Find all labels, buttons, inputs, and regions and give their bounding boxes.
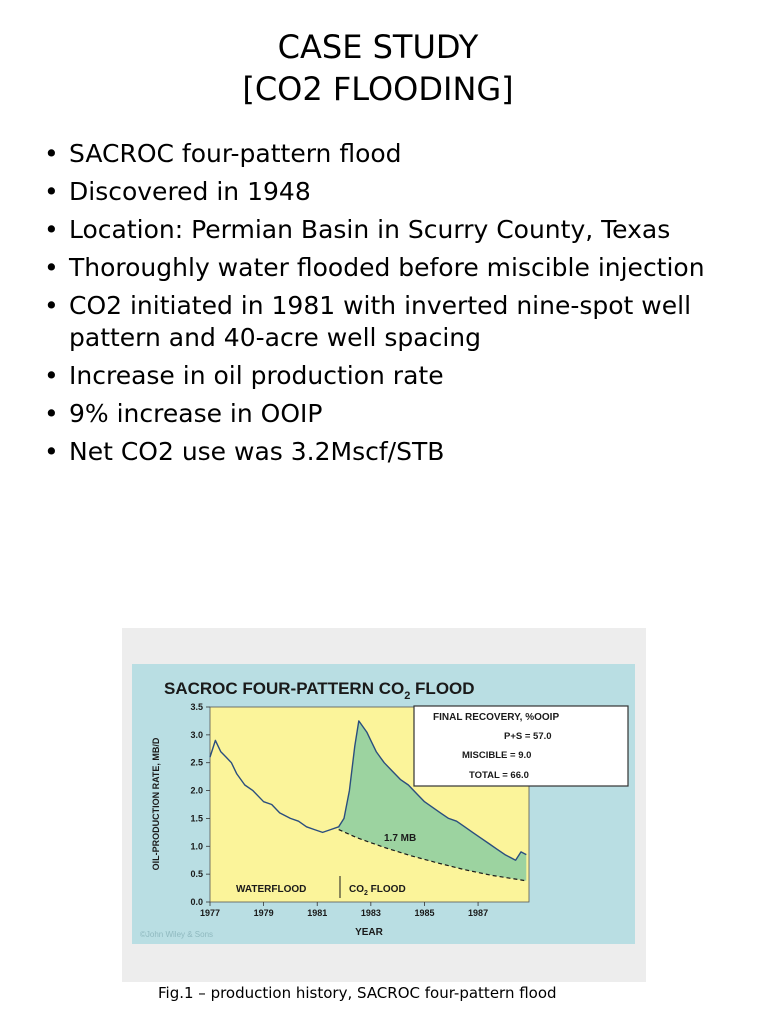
bullet-text: Thoroughly water flooded before miscible injection (69, 253, 705, 282)
y-tick-label: 3.5 (190, 702, 203, 712)
title-line-1: CASE STUDY (277, 28, 479, 66)
figure-caption: Fig.1 – production history, SACROC four-pattern flood (158, 984, 557, 1002)
x-tick-label: 1983 (360, 908, 381, 918)
chart-title-end: FLOOD (410, 679, 475, 698)
recovery-box (414, 706, 628, 786)
bullet-item (44, 436, 754, 468)
bullet-item (44, 138, 754, 170)
y-tick-label: 0.5 (190, 869, 203, 880)
bullet-dot: • (44, 437, 59, 466)
slide-title (0, 26, 756, 110)
co2-flood-label-end: FLOOD (367, 884, 406, 895)
y-axis-label: OIL-PRODUCTION RATE, MB/D (151, 737, 161, 871)
bullet-text: Discovered in 1948 (69, 177, 311, 206)
bullet-dot: • (44, 399, 59, 428)
bullet-dot: • (44, 361, 59, 390)
recovery-total: TOTAL = 66.0 (469, 770, 529, 781)
bullet-dot: • (44, 139, 59, 168)
co2-flood-label-subscript: 2 (364, 890, 368, 897)
waterflood-label: WATERFLOOD (236, 884, 307, 895)
y-tick-label: 1.0 (190, 841, 203, 852)
y-tick-label: 1.5 (190, 813, 203, 824)
bullet-text: 9% increase in OOIP (69, 399, 323, 428)
co2-flood-label-main: CO (349, 884, 364, 895)
bullet-item (44, 290, 754, 354)
bullet-list (44, 138, 754, 474)
x-tick-label: 1977 (199, 908, 221, 918)
bullet-text: CO2 initiated in 1981 with inverted nine-spot well pattern and 40-acre well spacing (69, 291, 692, 352)
recovery-box-heading: FINAL RECOVERY, %OOIP (433, 712, 560, 723)
bullet-item (44, 398, 754, 430)
bullet-text: Increase in oil production rate (69, 361, 444, 390)
recovery-miscible: MISCIBLE = 9.0 (462, 750, 532, 761)
x-tick-label: 1987 (468, 908, 489, 918)
x-tick-label: 1981 (307, 908, 328, 918)
title-line-2: [CO2 FLOODING] (242, 70, 514, 108)
copyright-watermark: ©John Wiley & Sons (140, 930, 214, 939)
y-tick-label: 0.0 (190, 897, 203, 907)
bullet-item (44, 252, 754, 284)
figure-frame (122, 628, 646, 982)
y-tick-label: 3.0 (190, 729, 203, 740)
y-tick-label: 2.0 (190, 785, 203, 796)
y-tick-label: 2.5 (190, 757, 203, 768)
bullet-item (44, 360, 754, 392)
bullet-dot: • (44, 215, 59, 244)
chart-title-subscript: 2 (404, 690, 411, 702)
bullet-dot: • (44, 253, 59, 282)
x-axis-label: YEAR (355, 927, 383, 938)
bullet-item (44, 176, 754, 208)
chart-title-main: SACROC FOUR-PATTERN CO (164, 679, 405, 698)
bullet-text: Net CO2 use was 3.2Mscf/STB (69, 437, 445, 466)
bullet-dot: • (44, 177, 59, 206)
x-tick-label: 1979 (253, 908, 274, 918)
x-tick-label: 1985 (414, 908, 435, 918)
area-label: 1.7 MB (384, 833, 417, 844)
production-chart (122, 628, 646, 982)
bullet-text: Location: Permian Basin in Scurry County, Texas (69, 215, 671, 244)
recovery-ps: P+S = 57.0 (504, 731, 552, 742)
bullet-text: SACROC four-pattern flood (69, 139, 402, 168)
bullet-dot: • (44, 291, 59, 320)
bullet-item (44, 214, 754, 246)
